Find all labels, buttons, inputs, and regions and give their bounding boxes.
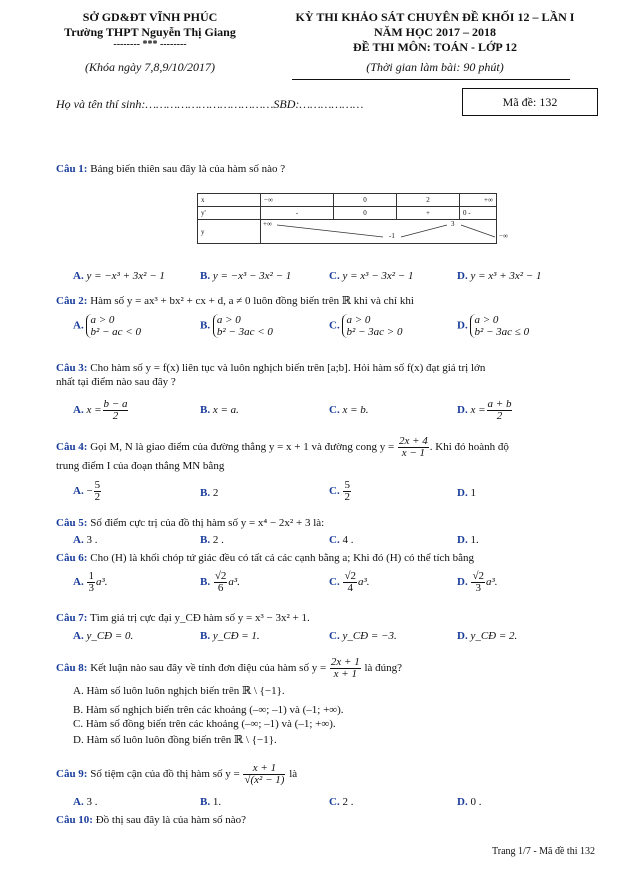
q3-option-a[interactable] bbox=[73, 399, 129, 422]
student-name-line: Họ và tên thí sinh:………………………………SBD:……………… bbox=[56, 97, 364, 111]
q4-frac-num: 2x + 4 bbox=[398, 435, 428, 447]
q8-a-text: A. Hàm số luôn luôn nghịch biến trên ℝ \ {−1}. bbox=[73, 685, 285, 697]
q6-c-letter: C. bbox=[329, 576, 340, 589]
q7-c-text: y_CĐ = −3. bbox=[342, 630, 397, 642]
q4-b-text: 2 bbox=[212, 487, 219, 499]
variation-table bbox=[197, 193, 508, 244]
q1-c-letter: C. bbox=[329, 270, 340, 282]
q9-a-text: 3 . bbox=[86, 796, 98, 808]
vt-yp-4 bbox=[460, 207, 497, 220]
q1-b-letter: B. bbox=[200, 270, 211, 282]
q4-text-2: trung điểm I của đoạn thẳng MN bằng bbox=[56, 460, 225, 472]
q2-b-system bbox=[213, 314, 273, 338]
vt-y-1: +∞ bbox=[263, 220, 272, 228]
header-dept: SỞ GD&ĐT VĨNH PHÚC bbox=[82, 10, 218, 24]
question-8 bbox=[56, 657, 596, 680]
q2-text: Hàm số y = ax³ + bx² + cx + d, a ≠ 0 luôn đồng biến trên ℝ khi và chỉ khi bbox=[90, 295, 414, 307]
q4-c-num: 5 bbox=[344, 479, 350, 491]
q4-a-pre: − bbox=[86, 485, 93, 498]
q6-a-letter: A. bbox=[73, 576, 84, 589]
q3-a-den: 2 bbox=[112, 410, 119, 422]
q6-a-frac bbox=[87, 571, 95, 594]
q6-b-den: 6 bbox=[217, 582, 224, 594]
q7-label: Câu 7: bbox=[56, 612, 88, 624]
q8-b-text: B. Hàm số nghịch biến trên các khoảng (–∞; –1) và (–1; +∞). bbox=[73, 704, 344, 716]
vt-y-arrows bbox=[261, 220, 508, 244]
q4-d-text: 1 bbox=[470, 487, 476, 499]
q5-option-c[interactable] bbox=[329, 533, 353, 547]
q3-b-letter: B. bbox=[200, 404, 211, 416]
q3-d-den: 2 bbox=[496, 410, 503, 422]
q6-c-post: a³. bbox=[358, 576, 370, 589]
q4-option-c[interactable] bbox=[329, 480, 352, 503]
q3-a-num: b − a bbox=[103, 398, 128, 410]
q5-label: Câu 5: bbox=[56, 517, 88, 529]
q2-d-system bbox=[470, 314, 529, 338]
q1-a-letter: A. bbox=[73, 270, 84, 282]
exam-subject: ĐỀ THI MÔN: TOÁN - LỚP 12 bbox=[352, 40, 518, 54]
q9-text-post: là bbox=[289, 768, 298, 781]
q6-d-frac bbox=[471, 571, 485, 594]
header-course: (Khóa ngày 7,8,9/10/2017) bbox=[85, 60, 215, 74]
q2-d-letter: D. bbox=[457, 319, 468, 332]
q4-d-letter: D. bbox=[457, 487, 468, 499]
vt-yp-2: 0 bbox=[334, 207, 397, 220]
q4-a-frac bbox=[94, 480, 102, 503]
q7-option-a[interactable] bbox=[73, 629, 133, 643]
vt-x-1: −∞ bbox=[261, 194, 334, 207]
vt-y-3: 3 bbox=[451, 220, 455, 228]
q1-option-b[interactable] bbox=[200, 269, 291, 283]
q9-frac-num: x + 1 bbox=[243, 763, 285, 775]
q1-c-text: y = x³ − 3x² − 1 bbox=[342, 270, 414, 282]
q9-c-letter: C. bbox=[329, 796, 340, 808]
q6-option-b[interactable] bbox=[200, 571, 240, 594]
q2-a-system bbox=[86, 314, 141, 338]
q3-text-2: nhất tại điểm nào sau đây ? bbox=[56, 376, 176, 388]
q2-a-line1: a > 0 bbox=[90, 314, 115, 326]
q5-b-letter: B. bbox=[200, 534, 211, 546]
q2-c-letter: C. bbox=[329, 319, 340, 332]
q6-option-c[interactable] bbox=[329, 571, 370, 594]
q7-option-b[interactable] bbox=[200, 629, 260, 643]
q4-a-num: 5 bbox=[94, 479, 101, 491]
vt-y-4: −∞ bbox=[499, 232, 508, 240]
q3-option-b[interactable] bbox=[200, 403, 239, 417]
q7-option-d[interactable] bbox=[457, 629, 517, 643]
question-1 bbox=[56, 162, 596, 176]
vt-x-4: +∞ bbox=[460, 194, 497, 207]
q8-frac-num: 2x + 1 bbox=[330, 656, 360, 668]
q2-d-line2: b² − 3ac ≤ 0 bbox=[474, 326, 530, 338]
q9-b-text: 1. bbox=[212, 796, 222, 808]
q7-c-letter: C. bbox=[329, 630, 340, 642]
question-6 bbox=[56, 551, 596, 565]
q8-label: Câu 8: bbox=[56, 662, 88, 675]
q6-b-num: √2 bbox=[214, 570, 227, 582]
q8-text-post: là đúng? bbox=[364, 662, 403, 675]
q6-option-d[interactable] bbox=[457, 571, 498, 594]
q9-option-a[interactable] bbox=[73, 795, 97, 809]
vt-x-3: 2 bbox=[397, 194, 460, 207]
q4-frac bbox=[398, 436, 429, 459]
q9-text-pre: Số tiệm cận của đồ thị hàm số y = bbox=[90, 768, 240, 781]
q9-d-letter: D. bbox=[457, 796, 468, 808]
q6-d-letter: D. bbox=[457, 576, 468, 589]
q5-d-text: 1. bbox=[470, 534, 479, 546]
q1-option-d[interactable] bbox=[457, 269, 541, 283]
q7-text: Tìm giá trị cực đại y_CĐ hàm số y = x³ − 3x² + 1. bbox=[90, 612, 310, 624]
q6-b-letter: B. bbox=[200, 576, 211, 589]
q5-b-text: 2 . bbox=[212, 534, 224, 546]
q7-d-text: y_CĐ = 2. bbox=[470, 630, 518, 642]
q2-b-line2: b² − 3ac < 0 bbox=[216, 326, 273, 338]
q4-option-d[interactable] bbox=[457, 486, 476, 500]
q3-option-c[interactable] bbox=[329, 403, 369, 417]
vt-arrow-lines bbox=[261, 220, 521, 244]
q5-option-b[interactable] bbox=[200, 533, 224, 547]
q1-a-text: y = −x³ + 3x² − 1 bbox=[86, 270, 165, 282]
q4-c-den: 2 bbox=[344, 491, 350, 503]
vt-y-label: y bbox=[198, 220, 261, 244]
q5-option-d[interactable] bbox=[457, 533, 479, 547]
header-stars: -------- *** -------- bbox=[113, 39, 187, 50]
q4-text-1b: . Khi đó hoành độ bbox=[429, 441, 509, 454]
q1-d-text: y = x³ + 3x² − 1 bbox=[470, 270, 542, 282]
question-5 bbox=[56, 516, 596, 530]
q3-d-pre: x = bbox=[470, 404, 486, 417]
q6-c-den: 4 bbox=[347, 582, 353, 594]
q8-option-a[interactable] bbox=[73, 684, 285, 698]
header-school: Trường THPT Nguyễn Thị Giang bbox=[64, 25, 236, 39]
q3-a-letter: A. bbox=[73, 404, 84, 417]
q8-text-pre: Kết luận nào sau đây về tính đơn điệu của hàm số y = bbox=[90, 662, 327, 675]
q4-label: Câu 4: bbox=[56, 441, 88, 454]
q2-option-d[interactable] bbox=[457, 314, 529, 338]
question-10 bbox=[56, 813, 596, 827]
q6-c-num: √2 bbox=[344, 570, 356, 582]
q7-a-letter: A. bbox=[73, 630, 84, 642]
q1-b-text: y = −x³ − 3x² − 1 bbox=[212, 270, 292, 282]
q1-label: Câu 1: bbox=[56, 163, 88, 175]
q4-text-1a: Gọi M, N là giao điểm của đường thẳng y = x + 1 và đường cong y = bbox=[90, 441, 395, 454]
q7-option-c[interactable] bbox=[329, 629, 397, 643]
vt-yp-minus2: - bbox=[468, 209, 471, 217]
vt-y-2: -1 bbox=[389, 232, 395, 240]
header-divider bbox=[292, 79, 570, 80]
exam-time: (Thời gian làm bài: 90 phút) bbox=[366, 60, 504, 74]
q5-text: Số điểm cực trị của đồ thị hàm số y = x⁴ − 2x² + 3 là: bbox=[90, 517, 325, 529]
q3-b-text: x = a. bbox=[212, 404, 239, 416]
q6-b-frac bbox=[214, 571, 228, 594]
question-4 bbox=[56, 436, 596, 473]
page-footer: Trang 1/7 - Mã đề thi 132 bbox=[492, 846, 595, 857]
q10-label: Câu 10: bbox=[56, 814, 93, 826]
q6-option-a[interactable] bbox=[73, 571, 108, 594]
q9-a-letter: A. bbox=[73, 796, 84, 808]
q2-b-letter: B. bbox=[200, 319, 211, 332]
q6-text: Cho (H) là khối chóp tứ giác đều có tất cả các cạnh bằng a; Khi đó (H) có thể tích bằng bbox=[90, 552, 475, 564]
q4-c-frac bbox=[343, 480, 351, 503]
q4-option-a[interactable] bbox=[73, 480, 102, 503]
q6-label: Câu 6: bbox=[56, 552, 88, 564]
q4-a-letter: A. bbox=[73, 485, 84, 498]
q1-option-a[interactable] bbox=[73, 269, 165, 283]
q6-a-num: 1 bbox=[88, 570, 94, 582]
exam-code-box: Mã đề: 132 bbox=[462, 88, 598, 116]
q1-text: Bảng biến thiên sau đây là của hàm số nào ? bbox=[90, 163, 286, 175]
q9-b-letter: B. bbox=[200, 796, 211, 808]
q9-frac-den: √(x² − 1) bbox=[244, 774, 285, 786]
q2-d-line1: a > 0 bbox=[474, 314, 499, 326]
q3-label: Câu 3: bbox=[56, 362, 88, 374]
question-9 bbox=[56, 763, 596, 786]
q4-frac-den: x − 1 bbox=[401, 447, 426, 459]
exam-year: NĂM HỌC 2017 – 2018 bbox=[374, 25, 496, 39]
q3-c-text: x = b. bbox=[342, 404, 369, 416]
q8-option-c[interactable] bbox=[73, 717, 336, 731]
q7-a-text: y_CĐ = 0. bbox=[86, 630, 134, 642]
q2-c-system bbox=[342, 314, 402, 338]
q1-option-c[interactable] bbox=[329, 269, 413, 283]
q3-a-frac bbox=[103, 399, 129, 422]
question-3 bbox=[56, 361, 596, 389]
q10-text: Đồ thị sau đây là của hàm số nào? bbox=[95, 814, 247, 826]
q2-a-letter: A. bbox=[73, 319, 84, 332]
question-7 bbox=[56, 611, 596, 625]
q2-option-a[interactable] bbox=[73, 314, 141, 338]
q8-frac bbox=[330, 657, 361, 680]
q2-option-c[interactable] bbox=[329, 314, 402, 338]
q8-d-text: D. Hàm số luôn luôn đồng biến trên ℝ \ {−1}. bbox=[73, 734, 277, 746]
q3-a-pre: x = bbox=[86, 404, 102, 417]
q2-label: Câu 2: bbox=[56, 295, 88, 307]
vt-yp-label: y' bbox=[198, 207, 261, 220]
q6-d-num: √2 bbox=[472, 570, 484, 582]
q4-b-letter: B. bbox=[200, 487, 211, 499]
q7-d-letter: D. bbox=[457, 630, 468, 642]
q2-c-line2: b² − 3ac > 0 bbox=[346, 326, 403, 338]
q4-c-letter: C. bbox=[329, 485, 340, 498]
q8-option-d[interactable] bbox=[73, 733, 277, 747]
q8-c-text: C. Hàm số đồng biến trên các khoảng (–∞; –1) và (–1; +∞). bbox=[73, 718, 336, 730]
exam-title: KỲ THI KHẢO SÁT CHUYÊN ĐỀ KHỐI 12 – LẦN I bbox=[295, 10, 575, 24]
vt-yp-zero2: 0 bbox=[463, 209, 467, 217]
q5-option-a[interactable] bbox=[73, 533, 97, 547]
q9-d-text: 0 . bbox=[470, 796, 482, 808]
q6-b-post: a³. bbox=[228, 576, 240, 589]
q4-a-den: 2 bbox=[94, 491, 101, 503]
q9-option-d[interactable] bbox=[457, 795, 481, 809]
q6-a-post: a³. bbox=[95, 576, 108, 589]
q6-a-den: 3 bbox=[88, 582, 94, 594]
q7-b-letter: B. bbox=[200, 630, 211, 642]
vt-yp-3: + bbox=[397, 207, 460, 220]
q9-label: Câu 9: bbox=[56, 768, 88, 781]
q2-option-b[interactable] bbox=[200, 314, 273, 338]
q7-b-text: y_CĐ = 1. bbox=[212, 630, 260, 642]
question-2 bbox=[56, 294, 596, 308]
q3-d-frac bbox=[487, 399, 513, 422]
q3-option-d[interactable] bbox=[457, 399, 513, 422]
vt-x-label: x bbox=[198, 194, 261, 207]
q6-d-post: a³. bbox=[486, 576, 498, 589]
q2-c-line1: a > 0 bbox=[346, 314, 371, 326]
q5-a-letter: A. bbox=[73, 534, 84, 546]
q9-c-text: 2 . bbox=[342, 796, 354, 808]
vt-x-2: 0 bbox=[334, 194, 397, 207]
q9-option-c[interactable] bbox=[329, 795, 353, 809]
q1-d-letter: D. bbox=[457, 270, 468, 282]
q8-option-b[interactable] bbox=[73, 703, 344, 717]
vt-yp-1: - bbox=[261, 207, 334, 220]
q5-a-text: 3 . bbox=[86, 534, 98, 546]
q2-a-line2: b² − ac < 0 bbox=[90, 326, 141, 338]
q8-frac-den: x + 1 bbox=[333, 668, 357, 680]
q3-d-num: a + b bbox=[487, 398, 512, 410]
q2-b-line1: a > 0 bbox=[216, 314, 241, 326]
q3-d-letter: D. bbox=[457, 404, 468, 417]
q5-d-letter: D. bbox=[457, 534, 468, 546]
q9-frac bbox=[243, 763, 285, 786]
q5-c-text: 4 . bbox=[342, 534, 354, 546]
q3-text-1: Cho hàm số y = f(x) liên tục và luôn nghịch biến trên [a;b]. Hỏi hàm số f(x) đạt giá trị lớn bbox=[90, 362, 486, 374]
q5-c-letter: C. bbox=[329, 534, 340, 546]
q6-c-frac bbox=[343, 571, 357, 594]
q4-option-b[interactable] bbox=[200, 486, 218, 500]
q9-option-b[interactable] bbox=[200, 795, 221, 809]
q3-c-letter: C. bbox=[329, 404, 340, 416]
q6-d-den: 3 bbox=[475, 582, 481, 594]
